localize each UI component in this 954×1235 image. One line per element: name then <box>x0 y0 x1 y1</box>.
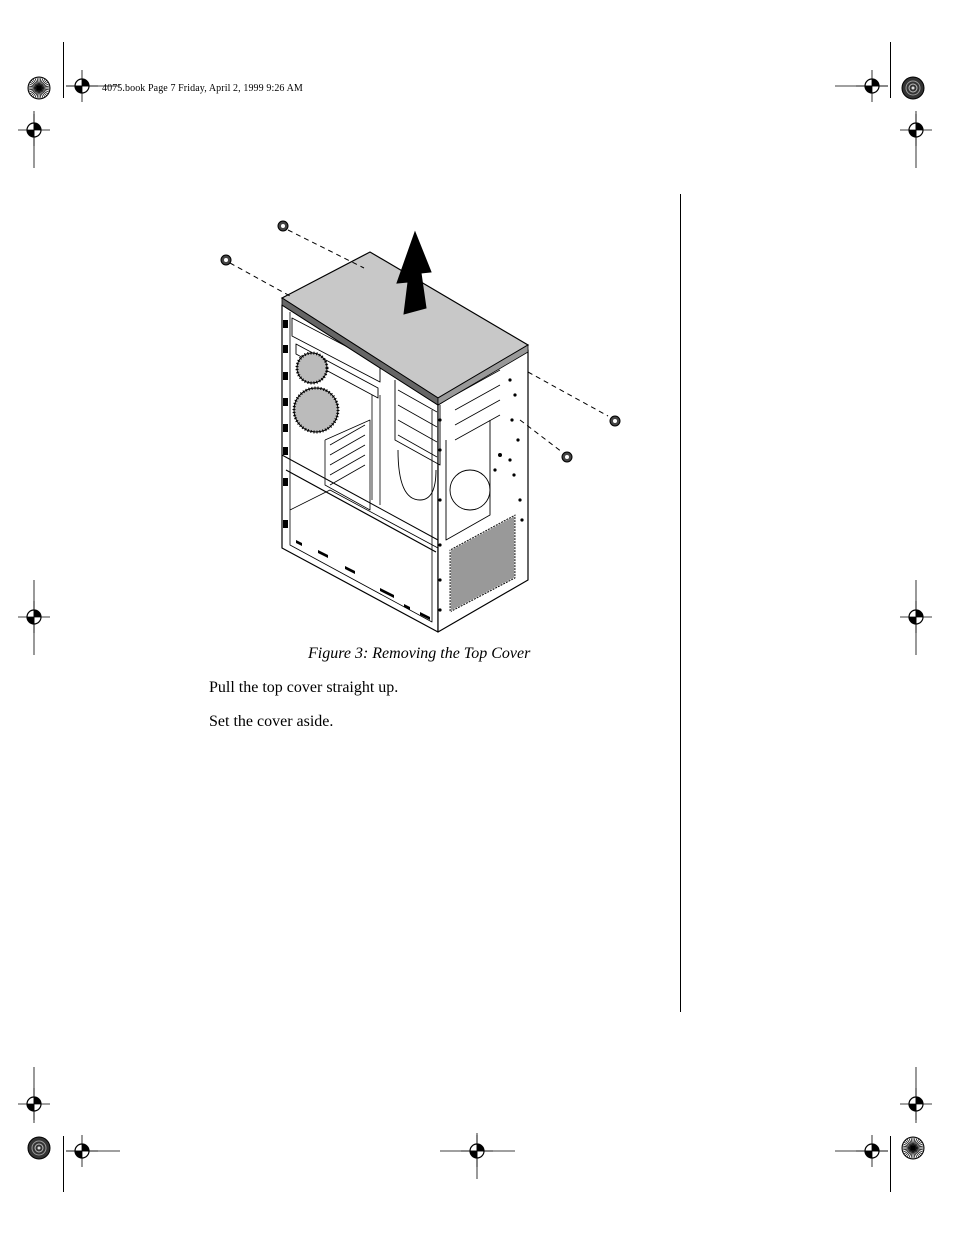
page-header: 4075.book Page 7 Friday, April 2, 1999 9:26 AM <box>102 83 303 94</box>
screw-icon <box>610 416 620 426</box>
step-text: Pull the top cover straight up. <box>209 679 399 696</box>
step-text: Set the cover aside. <box>209 713 334 730</box>
figure-caption: Figure 3: Removing the Top Cover <box>308 645 531 662</box>
screw-icon <box>221 255 231 265</box>
screw-icon <box>278 221 288 231</box>
screw-icon <box>562 452 572 462</box>
